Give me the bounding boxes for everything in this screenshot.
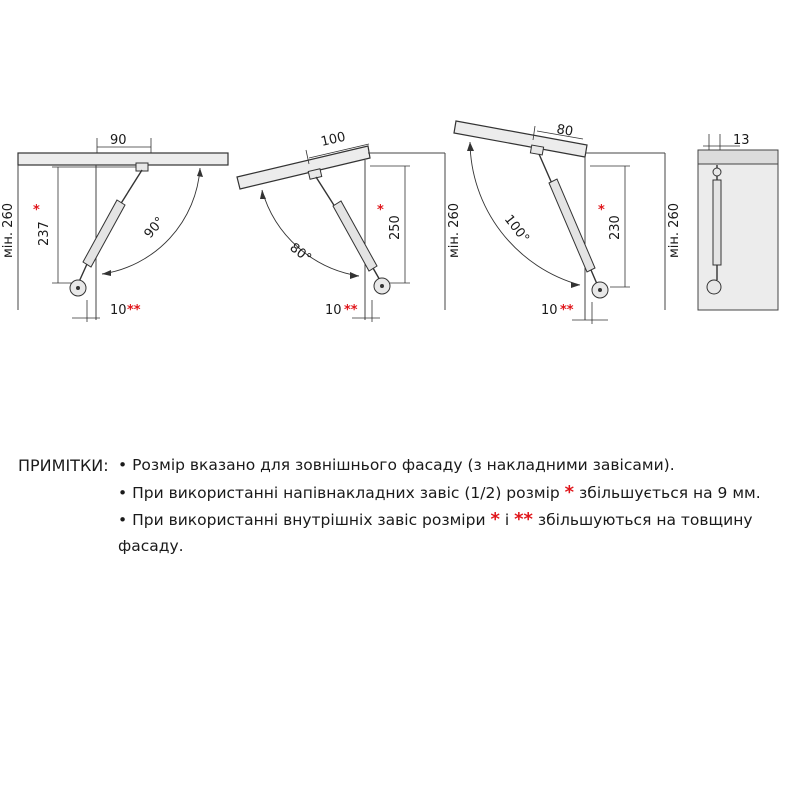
min-height-label: мін. 260 [667,203,682,258]
double-star-marker: ** [560,303,574,318]
door-panel [237,146,370,189]
top-dimension-label: 100 [319,129,348,150]
cabinet-mount [707,280,721,294]
strut-rod [539,154,553,186]
star-marker: * [564,482,575,503]
view-80-degrees [237,130,462,322]
double-star-marker: ** [344,303,358,318]
double-star-marker: ** [127,303,141,318]
view-closed-side [698,133,778,310]
note-line-3: • При використанні внутрішніх завіс розміри * і ** збільшуються на товщину [118,509,753,530]
angle-label: 100° [500,212,532,247]
star-marker: * [598,203,605,218]
double-star-marker: ** [514,509,533,530]
height-dimension-label: 250 [388,215,403,240]
min-height-label: мін. 260 [447,203,462,258]
notes-title: ПРИМІТКИ: [18,456,109,475]
note-line-1: • Розмір вказано для зовнішнього фасаду (з накладними завісами). [118,456,675,474]
strut-cylinder [549,179,595,272]
height-dimension-label: 237 [37,221,52,246]
view-100-degrees [454,121,682,324]
height-dimension-label: 230 [608,215,623,240]
note-line-4: фасаду. [118,537,184,555]
top-dimension-label: 80 [555,122,575,140]
door-bracket [136,163,148,171]
top-dimension-label: 13 [733,133,750,148]
strut-rod [120,170,142,205]
angle-label: 90° [141,214,168,242]
offset-label: 10 [110,303,127,318]
view-90-degrees [1,133,228,322]
strut-cylinder [713,180,721,265]
offset-label: 10 [325,303,342,318]
door-bracket [530,145,543,155]
strut-cylinder [333,201,377,271]
top-dimension-label: 90 [110,133,127,148]
star-marker: * [377,203,384,218]
note-line-2: • При використанні напівнакладних завіс (1/2) розмір * збільшується на 9 мм. [118,482,761,503]
offset-label: 10 [541,303,558,318]
opening-arc [262,190,359,276]
angle-label: 80° [286,240,314,267]
min-height-label: мін. 260 [1,203,16,258]
star-marker: * [33,203,40,218]
star-marker: * [490,509,500,530]
door-panel [18,153,228,165]
strut-cylinder [83,200,125,267]
cabinet-top [698,150,778,164]
